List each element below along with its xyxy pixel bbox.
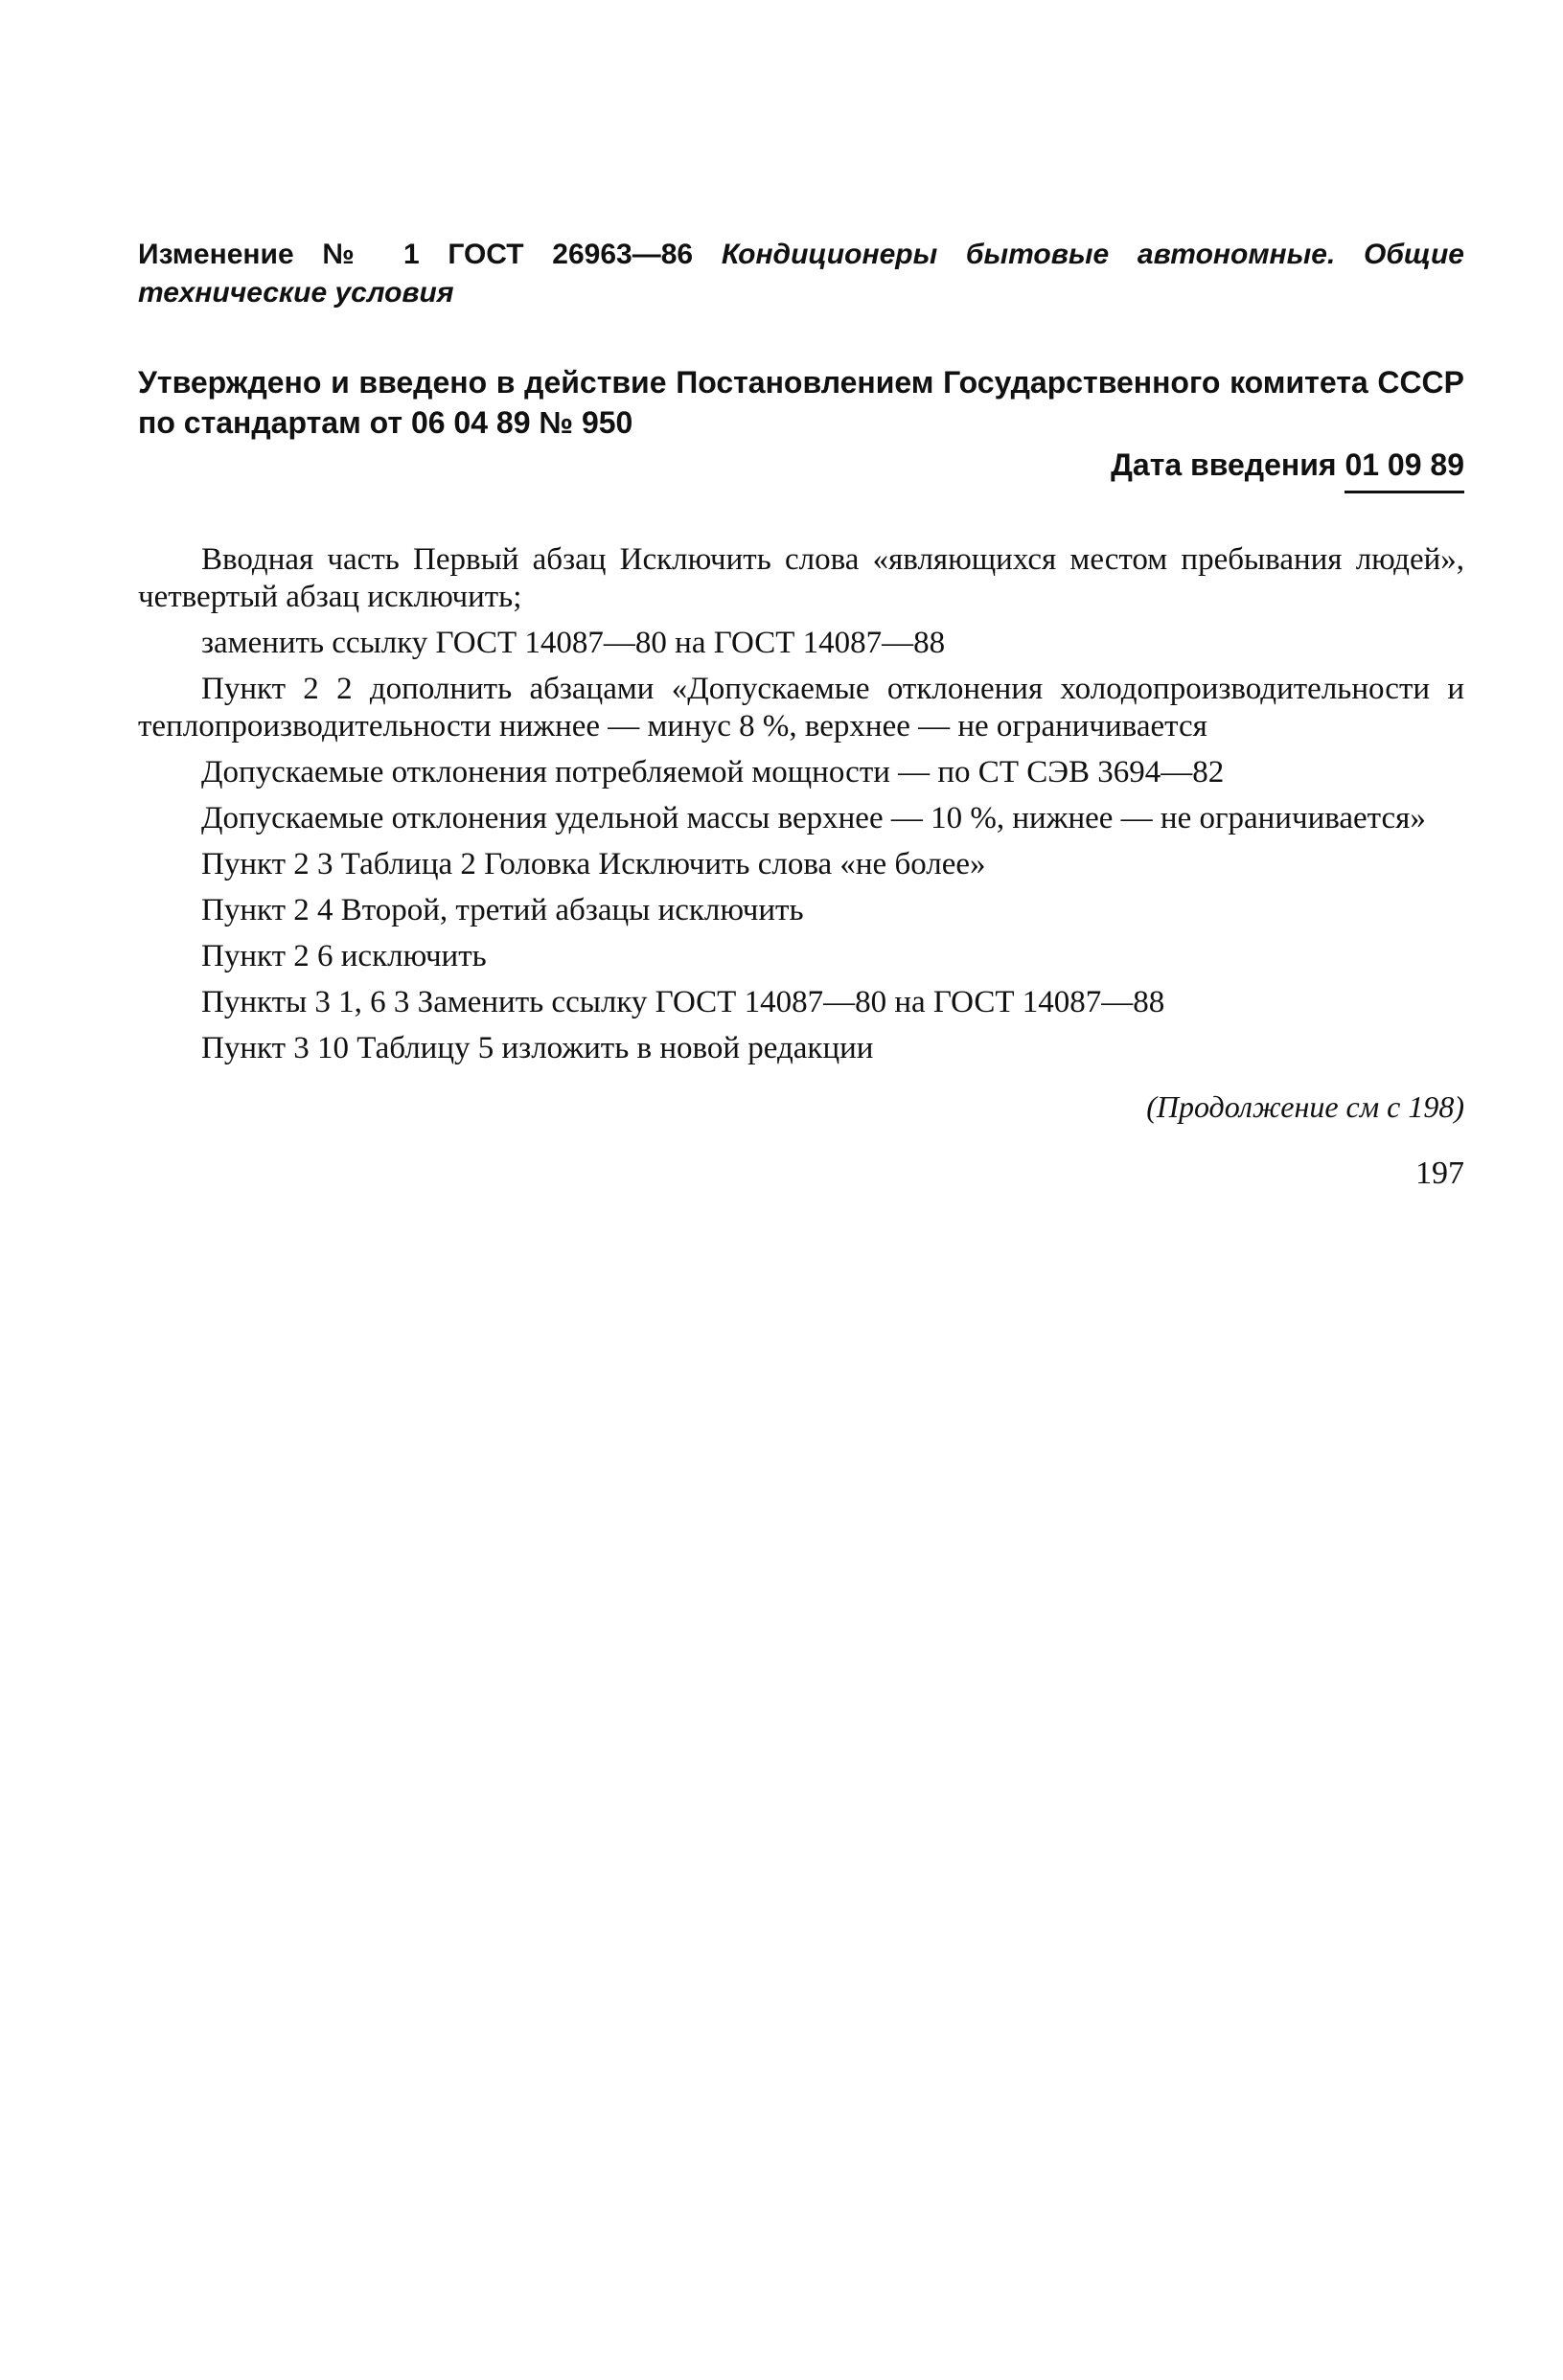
- document-page: [138, 236, 1464, 1192]
- page-number: 197: [1415, 1156, 1464, 1191]
- paragraph-reference: заменить ссылку ГОСТ 14087—80 на ГОСТ 14087—88: [201, 626, 946, 660]
- paragraph-intro: Вводная часть Первый абзац Исключить слова «являющихся местом пребывания людей», четвертый абзац исключить;: [138, 542, 1464, 614]
- approval-statement: Утверждено и введено в действие Постановлением Государственного комитета СССР по стандартам от 06 04 89 № 950: [138, 365, 1464, 440]
- document-body: [138, 541, 1464, 1192]
- change-subject: Кондиционеры бытовые автономные. Общие технические условия: [138, 239, 1464, 309]
- paragraph-mass-deviation: Допускаемые отклонения удельной массы верхнее — 10 %, нижнее — не ограничивается»: [201, 801, 1426, 835]
- date-value: 01 09 89: [1345, 445, 1464, 493]
- effective-date: [138, 445, 1464, 493]
- date-label: Дата введения: [1111, 447, 1337, 482]
- paragraph-item-2-3: Пункт 2 3 Таблица 2 Головка Исключить слова «не более»: [201, 847, 986, 881]
- change-title: [138, 236, 1464, 312]
- paragraph-items-3-1-6-3: Пункты 3 1, 6 3 Заменить ссылку ГОСТ 14087—80 на ГОСТ 14087—88: [201, 985, 1165, 1019]
- paragraph-item-2-6: Пункт 2 6 исключить: [201, 939, 487, 973]
- paragraph-item-3-10: Пункт 3 10 Таблицу 5 изложить в новой редакции: [201, 1031, 874, 1065]
- continuation-note: (Продолжение см с 198): [1146, 1089, 1464, 1124]
- paragraph-power-deviation: Допускаемые отклонения потребляемой мощности — по СТ СЭВ 3694—82: [201, 755, 1225, 790]
- change-label: Изменение № 1 ГОСТ 26963—86: [138, 239, 694, 270]
- paragraph-item-2-4: Пункт 2 4 Второй, третий абзацы исключить: [201, 893, 804, 927]
- paragraph-item-2-2: Пункт 2 2 дополнить абзацами «Допускаемые отклонения холодопроизводительности и теплопроизводительности нижнее — минус 8 %, верхнее — не ограничивается: [138, 672, 1464, 744]
